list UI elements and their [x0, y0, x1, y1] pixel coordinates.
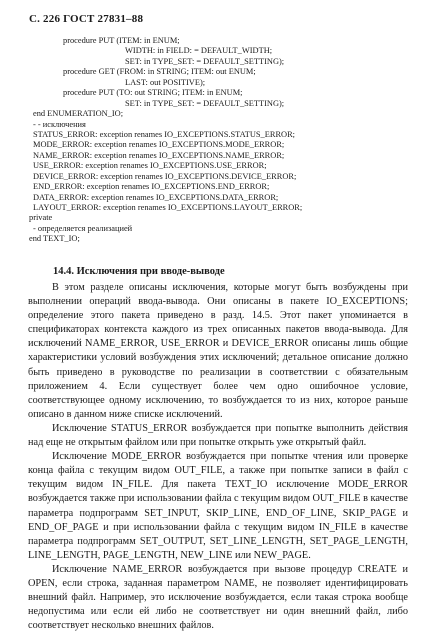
paragraph: Исключение STATUS_ERROR возбуждается при попытке выполнить действия над еще не открытым файлом или при попытке открыть уже открытый файл. — [28, 422, 408, 449]
code-line: LAST: out POSITIVE); — [125, 77, 206, 87]
paragraph: Исключение MODE_ERROR возбуждается при попытке чтения или проверке конца файла с текущим видом OUT_FILE, а также при попытке записи в файл с текущим видом IN_FILE. Для пакета TEXT_IO исключение MODE_ERROR возбуждается также при использовании файла с текущим видом OUT_FILE в качестве параметра подпрограмм SET_INPUT, SKIP_LINE, END_OF_LINE, SKIP_PAGE и END_OF_PAGE и при использовании файла с текущим видом IN_FILE в качестве параметра подпрограмм SET_OUTPUT, SET_LINE_LENGTH, SET_PAGE_LENGTH, LINE_LENGTH, PAGE_LENGTH, NEW_LINE или NEW_PAGE. — [28, 451, 408, 561]
code-listing — [29, 36, 409, 245]
code-line: end ENUMERATION_IO; — [33, 109, 124, 119]
code-line: USE_ERROR: exception renames IO_EXCEPTIONS.USE_ERROR; — [33, 161, 267, 171]
paragraph: Исключение NAME_ERROR возбуждается при вызове процедур CREATE и OPEN, если строка, заданная параметром NAME, не позволяет идентифицировать внешний файл. Например, это исключение возбуждается, если такая строка вообще недопустима или если ей либо не соответствует ни один внешний файл, либо соответствует несколько внешних файлов. — [28, 563, 408, 632]
code-line: MODE_ERROR: exception renames IO_EXCEPTIONS.MODE_ERROR; — [33, 140, 285, 150]
code-line: NAME_ERROR: exception renames IO_EXCEPTIONS.NAME_ERROR; — [33, 150, 285, 160]
code-line: procedure PUT (ITEM: in ENUM; — [63, 36, 180, 45]
code-line: procedure GET (FROM: in STRING; ITEM: out ENUM; — [63, 67, 256, 77]
code-line: DATA_ERROR: exception renames IO_EXCEPTIONS.DATA_ERROR; — [33, 192, 279, 202]
code-line: DEVICE_ERROR: exception renames IO_EXCEPTIONS.DEVICE_ERROR; — [33, 171, 297, 181]
code-line: end TEXT_IO; — [29, 234, 80, 244]
code-line: END_ERROR: exception renames IO_EXCEPTIONS.END_ERROR; — [33, 182, 270, 192]
body-text — [28, 281, 408, 633]
code-line: STATUS_ERROR: exception renames IO_EXCEPTIONS.STATUS_ERROR; — [33, 129, 295, 139]
paragraph: В этом разделе описаны исключения, которые могут быть возбуждены при выполнении операций ввода-вывода. Они описаны в пакете IO_EXCEPTIONS; определение этого пакета приведено в разд. 14.5. Этот пакет упоминается в спецификаторах контекста каждого из трех описанных пакетов ввода-вывода. Для исключений NAME_ERROR, USE_ERROR и DEVICE_ERROR описаны лишь общие характеристики условий возбуждения этих исключений; детальное описание должно быть приведено в руководстве по реализации в соответствии с обязательным приложением 4. Если существует более чем одно ошибочное условие, соответствующее одному исключению, то возбуждается то из них, которое раньше описано в данном ниже списке исключений. — [28, 282, 408, 420]
code-line: private — [29, 213, 53, 223]
page-header: С. 226 ГОСТ 27831–88 — [29, 13, 144, 25]
code-line: procedure PUT (TO: out STRING; ITEM: in ENUM; — [63, 88, 243, 98]
section-heading: 14.4. Исключения при вводе-выводе — [53, 266, 225, 277]
code-line: SET: in TYPE_SET: = DEFAULT_SETTING); — [125, 56, 285, 66]
code-line: LAYOUT_ERROR: exception renames IO_EXCEPTIONS.LAYOUT_ERROR; — [33, 203, 303, 212]
code-line: - - исключения — [33, 119, 86, 129]
code-line: WIDTH: in FIELD: = DEFAULT_WIDTH; — [125, 46, 273, 56]
code-line: SET: in TYPE_SET: = DEFAULT_SETTING); — [125, 98, 285, 108]
code-line: - определяется реализацией — [33, 223, 133, 233]
